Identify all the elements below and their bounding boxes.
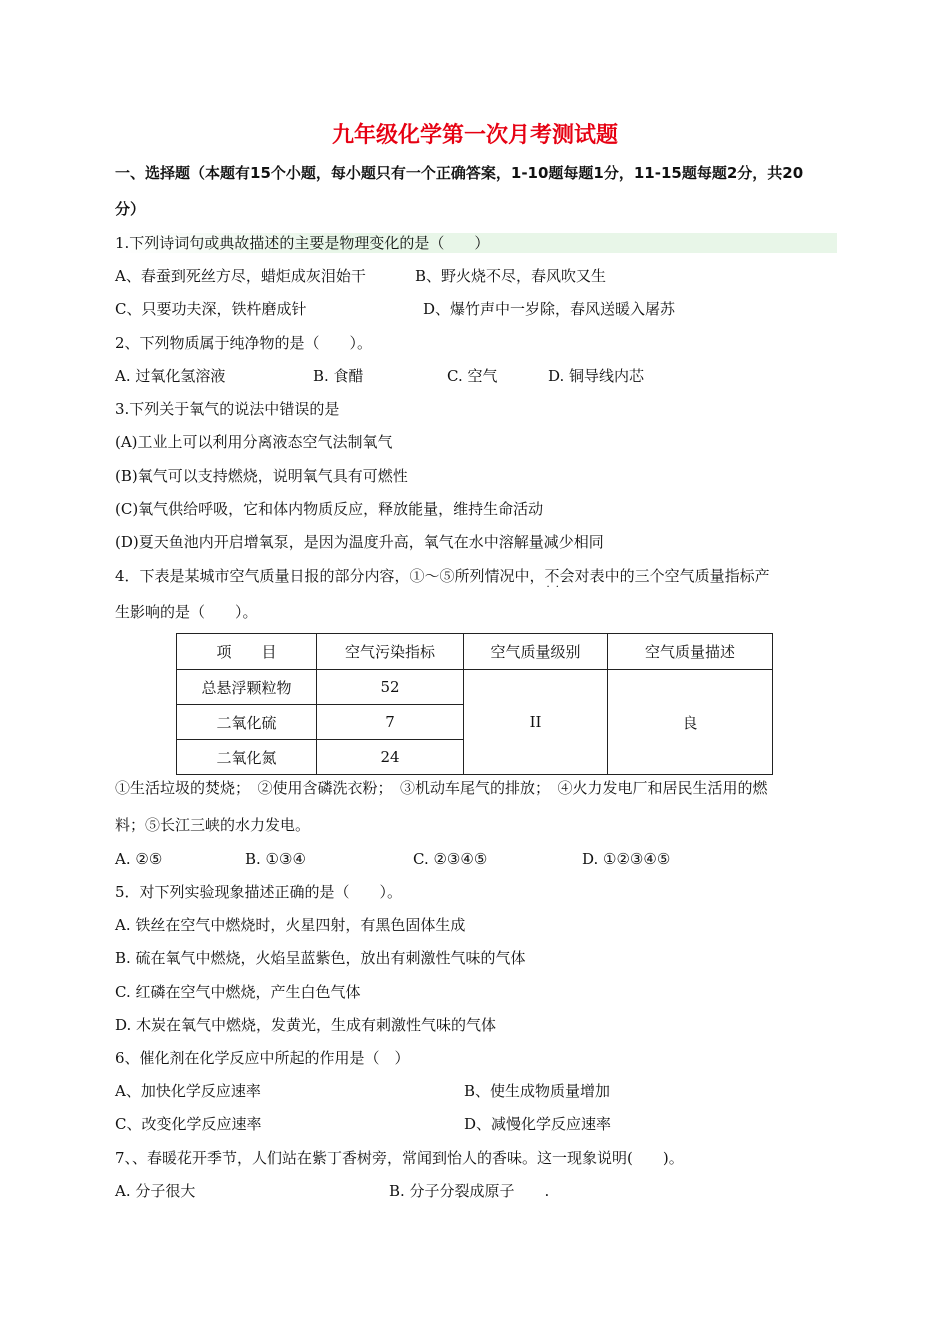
q5-option-b: B. 硫在氧气中燃烧，火焰呈蓝紫色，放出有刺激性气味的气体	[115, 949, 526, 967]
q3-option-a: (A)工业上可以利用分离液态空气法制氧气	[115, 433, 393, 451]
q4-stem-post: 对表中的三个空气质量指标产	[574, 567, 770, 585]
q6-stem: 6、催化剂在化学反应中所起的作用是（ ）	[115, 1049, 410, 1067]
q2-option-b: B. 食醋	[313, 367, 364, 385]
q5-stem: 5．对下列实验现象描述正确的是（ ）。	[115, 883, 403, 901]
q1-option-b: B、野火烧不尽，春风吹又生	[415, 267, 607, 285]
air-quality-table	[176, 633, 773, 775]
q6-option-c: C、改变化学反应速率	[115, 1115, 262, 1133]
q5-option-c: C. 红磷在空气中燃烧，产生白色气体	[115, 983, 361, 1001]
q5-option-d: D. 木炭在氧气中燃烧，发黄光，生成有刺激性气味的气体	[115, 1016, 497, 1034]
q4-stem	[115, 566, 770, 593]
q3-option-d: (D)夏天鱼池内开启增氧泵，是因为温度升高，氧气在水中溶解量减少相同	[115, 533, 604, 551]
table-cell-item: 二氧化硫	[177, 705, 317, 740]
q7-option-a: A. 分子很大	[115, 1182, 196, 1200]
q7-option-b: B. 分子分裂成原子 .	[389, 1182, 550, 1200]
q4-stem-pre: 4．下表是某城市空气质量日报的部分内容，①～⑤所列情况中，	[115, 567, 545, 585]
section-heading-line2: 分）	[115, 200, 146, 218]
emphasis-dots-icon: ··	[546, 582, 565, 593]
q4-stem-line2: 生影响的是（ ）。	[115, 603, 258, 621]
table-header-row	[177, 634, 773, 670]
section-heading-line1: 一、选择题（本题有15个小题，每小题只有一个正确答案，1-10题每题1分，11-15题每题2分，共20	[115, 164, 804, 182]
q3-stem: 3.下列关于氧气的说法中错误的是	[115, 400, 340, 418]
table-cell-item: 二氧化氮	[177, 740, 317, 775]
table-cell-description: 良	[608, 670, 773, 775]
q4-stem-emphasis	[544, 567, 575, 593]
q4-option-c: C. ②③④⑤	[413, 850, 488, 868]
q4-cases-line1: ①生活垃圾的焚烧； ②使用含磷洗衣粉； ③机动车尾气的排放； ④火力发电厂和居民生活用的燃	[115, 779, 768, 797]
q2-option-a: A. 过氧化氢溶液	[115, 367, 226, 385]
q2-option-d: D. 铜导线内芯	[548, 367, 645, 385]
page-title: 九年级化学第一次月考测试题	[331, 123, 618, 148]
q4-stem-emphasis-text: 不会	[544, 567, 575, 585]
table-header-index: 空气污染指标	[317, 634, 464, 670]
q6-option-b: B、使生成物质量增加	[464, 1082, 611, 1100]
table-cell-index: 24	[317, 740, 464, 775]
q1-option-a: A、春蚕到死丝方尽，蜡炬成灰泪始干	[115, 267, 366, 285]
table-row	[177, 670, 773, 705]
q4-option-a: A. ②⑤	[115, 850, 163, 868]
table-cell-item: 总悬浮颗粒物	[177, 670, 317, 705]
q4-option-b: B. ①③④	[245, 850, 306, 868]
table-cell-level: II	[464, 670, 608, 775]
q1-option-d: D、爆竹声中一岁除，春风送暖入屠苏	[423, 300, 676, 318]
q3-option-b: (B)氧气可以支持燃烧，说明氧气具有可燃性	[115, 467, 408, 485]
table-header-description: 空气质量描述	[608, 634, 773, 670]
q5-option-a: A. 铁丝在空气中燃烧时，火星四射，有黑色固体生成	[115, 916, 466, 934]
table-cell-index: 52	[317, 670, 464, 705]
q4-cases-line2: 料；⑤长江三峡的水力发电。	[115, 816, 311, 834]
table-header-item: 项 目	[177, 634, 317, 670]
q6-option-d: D、减慢化学反应速率	[464, 1115, 612, 1133]
q6-option-a: A、加快化学反应速率	[115, 1082, 261, 1100]
q4-option-d: D. ①②③④⑤	[582, 850, 671, 868]
q3-option-c: (C)氧气供给呼吸，它和体内物质反应，释放能量，维持生命活动	[115, 500, 544, 518]
q1-option-c: C、只要功夫深，铁杵磨成针	[115, 300, 307, 318]
q2-stem: 2、下列物质属于纯净物的是（ ）。	[115, 334, 373, 352]
table-cell-index: 7	[317, 705, 464, 740]
q2-option-c: C. 空气	[447, 367, 498, 385]
table-header-level: 空气质量级别	[464, 634, 608, 670]
q7-stem: 7、、春暖花开季节，人们站在紫丁香树旁，常闻到怡人的香味。这一现象说明( )。	[115, 1149, 684, 1167]
q1-stem: 1.下列诗词句或典故描述的主要是物理变化的是（ ）	[115, 233, 837, 253]
